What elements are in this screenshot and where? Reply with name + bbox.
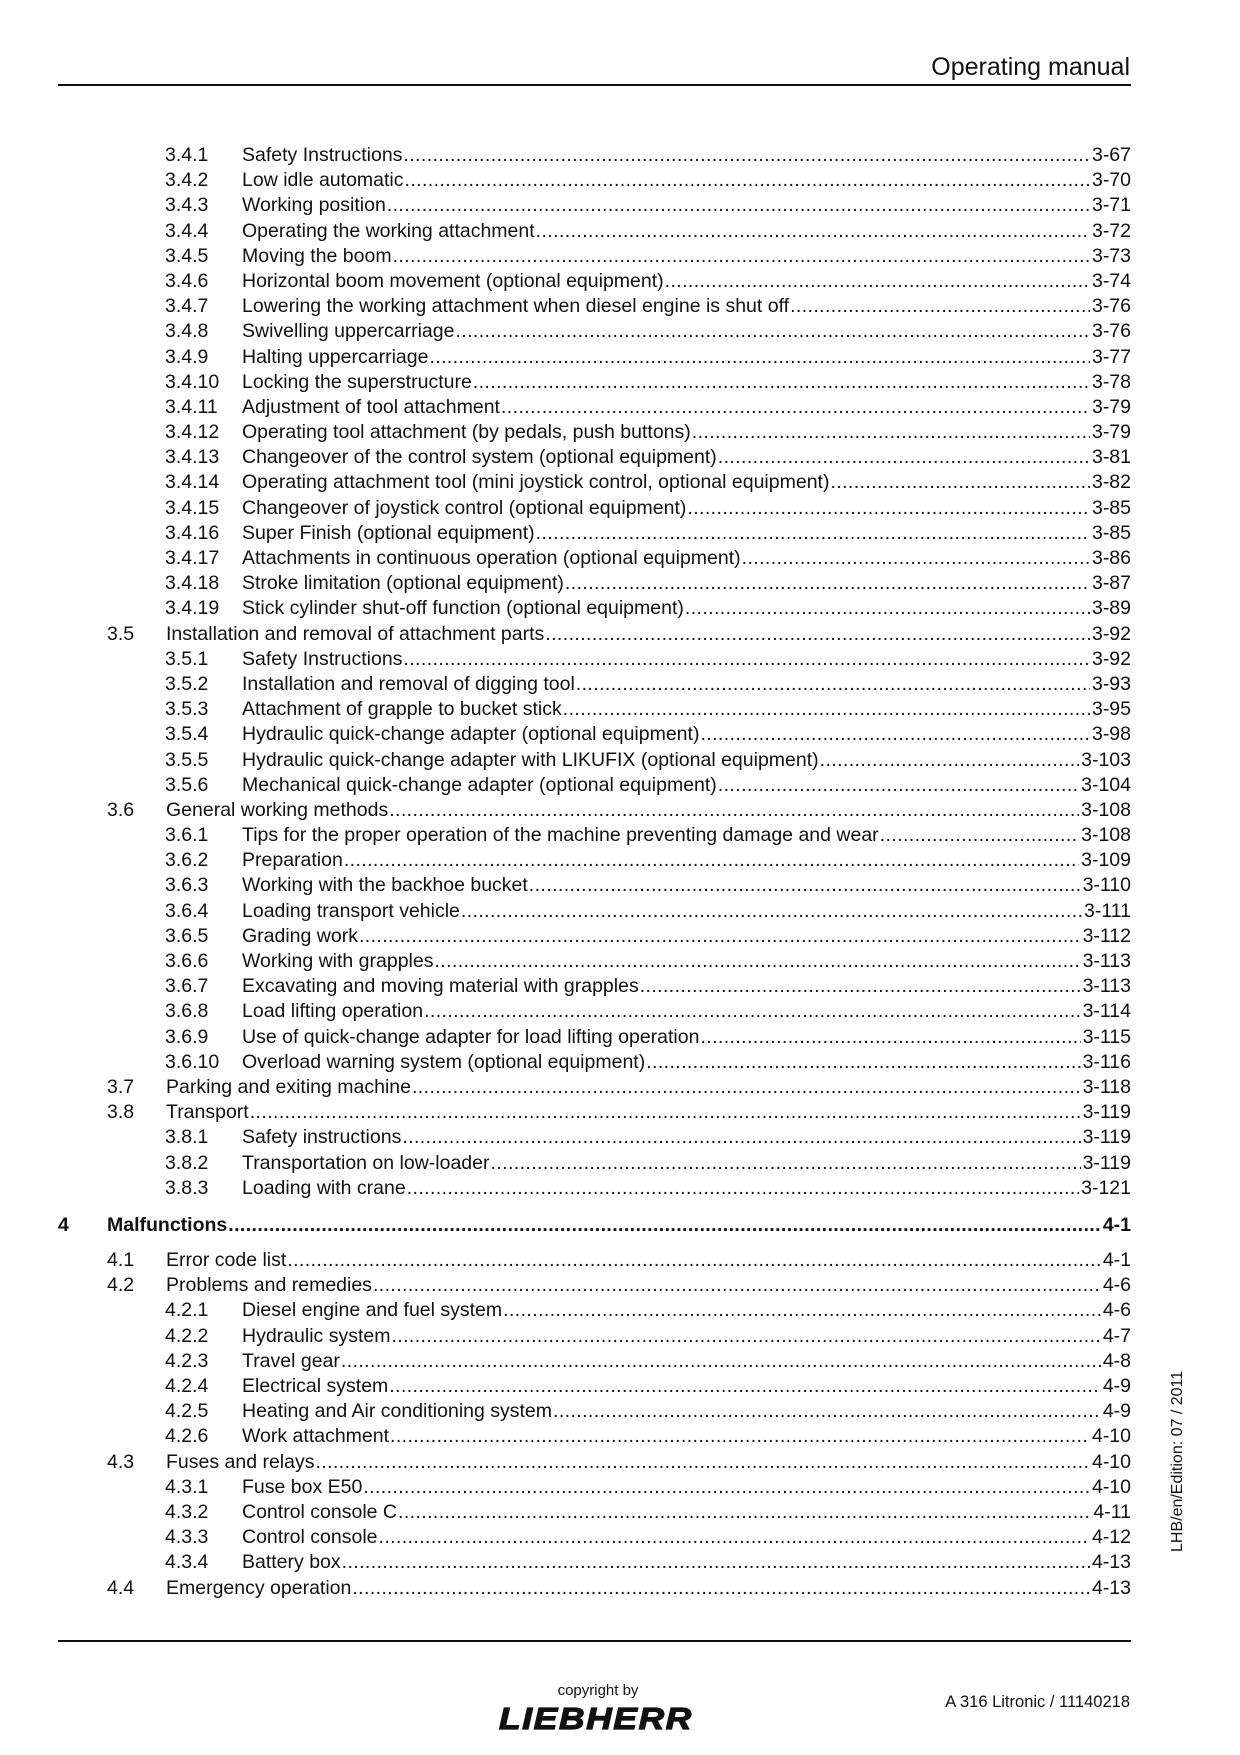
- toc-row[interactable]: [58, 848, 1131, 873]
- toc-title: Hydraulic system: [242, 1324, 391, 1347]
- toc-leader-dots: [528, 873, 1081, 898]
- toc-leader-dots: [535, 219, 1090, 244]
- toc-leader-dots: [433, 949, 1080, 974]
- toc-number: 4.4: [107, 1576, 135, 1599]
- toc-page-number: 3-87: [1091, 572, 1131, 595]
- toc-page-number: 3-109: [1081, 849, 1131, 872]
- toc-number: 4.2.1: [165, 1299, 209, 1322]
- toc-row[interactable]: [58, 571, 1131, 596]
- toc-page-number: 3-72: [1091, 219, 1131, 242]
- toc-page-number: 4-8: [1102, 1349, 1131, 1372]
- toc-page-number: 4-1: [1102, 1213, 1131, 1236]
- toc-page-number: 3-81: [1091, 446, 1131, 469]
- toc-row[interactable]: [58, 773, 1131, 798]
- toc-leader-dots: [402, 647, 1090, 672]
- toc-title: Stroke limitation (optional equipment): [242, 572, 564, 595]
- toc-page-number: 4-7: [1102, 1324, 1131, 1347]
- toc-row[interactable]: [58, 1450, 1131, 1475]
- toc-number: 3.4.9: [165, 345, 209, 368]
- toc-row[interactable]: [58, 445, 1131, 470]
- toc-number: 3.6.3: [165, 874, 209, 897]
- toc-number: 3.4.8: [165, 320, 209, 343]
- toc-page-number: 3-112: [1082, 924, 1131, 947]
- toc-leader-dots: [829, 470, 1090, 495]
- toc-title: Work attachment: [242, 1425, 390, 1448]
- toc-page-number: 4-9: [1102, 1400, 1131, 1423]
- toc-title: Safety Instructions: [242, 647, 403, 670]
- toc-number: 3.8.3: [165, 1176, 209, 1199]
- toc-title: Low idle automatic: [242, 169, 404, 192]
- toc-page-number: 4-12: [1091, 1526, 1131, 1549]
- toc-row[interactable]: [58, 1500, 1131, 1525]
- toc-leader-dots: [249, 1100, 1081, 1125]
- toc-leader-dots: [388, 798, 1079, 823]
- toc-leader-dots: [552, 1399, 1101, 1424]
- toc-row[interactable]: [58, 1399, 1131, 1424]
- toc-number: 3.6.5: [165, 924, 209, 947]
- toc-page-number: 3-113: [1082, 950, 1131, 972]
- toc-number: 3.4.3: [165, 194, 209, 217]
- toc-title: Locking the superstructure: [242, 370, 472, 393]
- toc-number: 4.2.3: [165, 1349, 209, 1372]
- toc-number: 3.6.9: [165, 1025, 209, 1048]
- toc-row[interactable]: [58, 899, 1131, 924]
- toc-leader-dots: [789, 294, 1090, 319]
- toc-leader-dots: [389, 1424, 1090, 1449]
- toc-leader-dots: [686, 496, 1090, 521]
- toc-leader-dots: [378, 1525, 1090, 1550]
- toc-title: Travel gear: [242, 1349, 340, 1372]
- toc-number: 3.8.2: [165, 1151, 209, 1174]
- toc-leader-dots: [227, 1213, 1101, 1238]
- toc-title: Control console C: [242, 1500, 397, 1523]
- toc-title: General working methods: [166, 798, 389, 821]
- toc-page-number: 3-71: [1091, 194, 1131, 217]
- toc-number: 3.4.12: [165, 421, 220, 444]
- toc-page-number: 3-108: [1081, 824, 1131, 847]
- toc-number: 3.4.13: [165, 446, 220, 469]
- copyright-label: copyright by: [557, 1682, 639, 1699]
- toc-leader-dots: [741, 546, 1090, 571]
- toc-leader-dots: [684, 596, 1090, 621]
- toc-number: 3.8.1: [165, 1126, 209, 1149]
- toc-number: 3.6.10: [165, 1050, 220, 1073]
- toc-leader-dots: [315, 1450, 1090, 1475]
- toc-title: Horizontal boom movement (optional equipment): [242, 269, 664, 292]
- toc-title: Problems and remedies: [166, 1274, 372, 1297]
- toc-row[interactable]: [58, 1525, 1131, 1550]
- liebherr-logo: [496, 1701, 696, 1735]
- toc-title: Changeover of the control system (optional equipment): [242, 446, 717, 469]
- footer-divider: [58, 1640, 1131, 1642]
- toc-row[interactable]: [58, 647, 1131, 672]
- toc-page-number: 3-95: [1091, 698, 1131, 721]
- toc-number: 4.3.1: [165, 1475, 209, 1498]
- toc-number: 4.3.2: [165, 1500, 209, 1523]
- toc-title: Preparation: [242, 849, 343, 872]
- toc-number: 3.5.1: [165, 647, 209, 670]
- toc-page-number: 3-67: [1091, 144, 1131, 166]
- toc-page-number: 3-73: [1091, 244, 1131, 267]
- toc-title: Safety Instructions: [242, 144, 403, 166]
- toc-row[interactable]: [58, 1576, 1131, 1601]
- toc-number: 4.3.3: [165, 1526, 209, 1549]
- toc-page-number: 3-108: [1081, 798, 1131, 821]
- toc-title: Operating tool attachment (by pedals, push buttons): [242, 421, 691, 444]
- toc-title: Hydraulic quick-change adapter (optional equipment): [242, 723, 700, 746]
- toc-row[interactable]: [58, 244, 1131, 269]
- toc-number: 3.4.14: [165, 471, 220, 494]
- toc-title: Hydraulic quick-change adapter with LIKUFIX (optional equipment): [242, 748, 819, 771]
- toc-title: Tips for the proper operation of the machine preventing damage and wear: [242, 824, 879, 847]
- toc-title: Loading transport vehicle: [242, 899, 460, 922]
- toc-leader-dots: [879, 823, 1079, 848]
- toc-number: 4.1: [107, 1249, 135, 1272]
- toc-row[interactable]: [58, 748, 1131, 773]
- toc-number: 3.4.5: [165, 244, 209, 267]
- toc-leader-dots: [691, 420, 1090, 445]
- model-number: A 316 Litronic / 11140218: [945, 1693, 1130, 1711]
- toc-leader-dots: [411, 1075, 1081, 1100]
- toc-number: 3.4.1: [165, 144, 209, 166]
- toc-row[interactable]: [58, 546, 1131, 571]
- toc-title: Halting uppercarriage: [242, 345, 429, 368]
- toc-leader-dots: [390, 1324, 1100, 1349]
- toc-row[interactable]: [58, 143, 1131, 168]
- toc-title: Battery box: [242, 1551, 341, 1574]
- toc-title: Adjustment of tool attachment: [242, 395, 500, 418]
- toc-page-number: 4-9: [1102, 1375, 1131, 1397]
- toc-title: Attachment of grapple to bucket stick: [242, 698, 562, 721]
- toc-row[interactable]: [58, 1248, 1131, 1273]
- toc-number: 3.4.18: [165, 572, 220, 595]
- toc-row[interactable]: [58, 697, 1131, 722]
- toc-leader-dots: [472, 370, 1090, 395]
- toc-page-number: 3-77: [1091, 345, 1131, 368]
- toc-title: Transport: [166, 1101, 249, 1124]
- toc-page-number: 3-111: [1084, 899, 1131, 922]
- toc-row[interactable]: [58, 1475, 1131, 1500]
- toc-row[interactable]: [58, 470, 1131, 495]
- toc-page-number: 3-113: [1082, 975, 1131, 998]
- toc-number: 3.4.10: [165, 370, 220, 393]
- toc-leader-dots: [575, 672, 1090, 697]
- toc-page-number: 3-79: [1091, 421, 1131, 444]
- toc-number: 3.6.7: [165, 975, 209, 998]
- toc-number: 3.6.8: [165, 1000, 209, 1023]
- toc-leader-dots: [639, 974, 1081, 999]
- toc-row[interactable]: [58, 168, 1131, 193]
- toc-page-number: 3-89: [1091, 597, 1131, 620]
- toc-title: Operating the working attachment: [242, 219, 535, 242]
- toc-number: 3.4.15: [165, 496, 220, 519]
- toc-title: Super Finish (optional equipment): [242, 521, 535, 544]
- toc-title: Mechanical quick-change adapter (optional equipment): [242, 773, 717, 796]
- toc-leader-dots: [490, 1151, 1081, 1176]
- toc-leader-dots: [699, 1025, 1080, 1050]
- toc-row[interactable]: [58, 1424, 1131, 1449]
- toc-leader-dots: [645, 1050, 1080, 1075]
- toc-number: 3.5.3: [165, 698, 209, 721]
- toc-page-number: 4-10: [1091, 1475, 1131, 1498]
- toc-row[interactable]: [58, 319, 1131, 344]
- toc-leader-dots: [402, 143, 1090, 168]
- toc-row[interactable]: [58, 1125, 1131, 1150]
- toc-leader-dots: [454, 319, 1090, 344]
- toc-title: Installation and removal of digging tool: [242, 672, 575, 695]
- toc-leader-dots: [562, 697, 1090, 722]
- toc-number: 3.6.2: [165, 849, 209, 872]
- toc-leader-dots: [664, 269, 1090, 294]
- toc-page-number: 3-119: [1082, 1151, 1131, 1174]
- toc-row[interactable]: [58, 798, 1131, 823]
- toc-row[interactable]: [58, 1273, 1131, 1298]
- toc-number: 3.6.4: [165, 899, 209, 922]
- toc-leader-dots: [460, 899, 1082, 924]
- toc-page-number: 4-10: [1091, 1450, 1131, 1473]
- toc-title: Attachments in continuous operation (optional equipment): [242, 547, 741, 569]
- toc-number: 3.6.6: [165, 950, 209, 972]
- toc-number: 4.3.4: [165, 1551, 209, 1574]
- toc-leader-dots: [564, 571, 1090, 596]
- toc-page-number: 4-1: [1102, 1249, 1131, 1272]
- toc-row[interactable]: [58, 873, 1131, 898]
- toc-page-number: 3-70: [1091, 169, 1131, 192]
- toc-title: Use of quick-change adapter for load lifting operation: [242, 1025, 700, 1048]
- toc-row[interactable]: [58, 823, 1131, 848]
- toc-row[interactable]: [58, 1075, 1131, 1100]
- toc-number: 4.2.6: [165, 1425, 209, 1448]
- toc-page-number: 3-78: [1091, 370, 1131, 393]
- toc-row[interactable]: [58, 722, 1131, 747]
- toc-page-number: 3-76: [1091, 320, 1131, 343]
- toc-title: Lowering the working attachment when diesel engine is shut off: [242, 295, 790, 318]
- toc-title: Transportation on low-loader: [242, 1151, 490, 1174]
- toc-page-number: 3-115: [1082, 1025, 1131, 1048]
- toc-leader-dots: [358, 924, 1081, 949]
- toc-page-number: 3-116: [1082, 1050, 1131, 1073]
- toc-page-number: 3-121: [1081, 1176, 1131, 1199]
- toc-leader-dots: [717, 773, 1079, 798]
- toc-leader-dots: [392, 244, 1090, 269]
- toc-page-number: 3-92: [1091, 647, 1131, 670]
- toc-page-number: 3-86: [1091, 547, 1131, 569]
- toc-number: 4: [58, 1213, 69, 1236]
- toc-number: 3.4.16: [165, 521, 220, 544]
- toc-number: 4.2.2: [165, 1324, 209, 1347]
- toc-page-number: 3-76: [1091, 295, 1131, 318]
- toc-title: Fuses and relays: [166, 1450, 315, 1473]
- toc-row[interactable]: [58, 974, 1131, 999]
- toc-leader-dots: [362, 1475, 1090, 1500]
- toc-row[interactable]: [58, 999, 1131, 1024]
- toc-page-number: 3-85: [1091, 521, 1131, 544]
- toc-page-number: 3-114: [1082, 1000, 1131, 1023]
- toc-title: Load lifting operation: [242, 1000, 424, 1023]
- toc-title: Diesel engine and fuel system: [242, 1299, 503, 1322]
- toc-title: Electrical system: [242, 1375, 389, 1397]
- page-title: Operating manual: [931, 53, 1130, 81]
- toc-number: 4.2: [107, 1274, 135, 1297]
- toc-leader-dots: [423, 999, 1081, 1024]
- toc-title: Emergency operation: [166, 1576, 352, 1599]
- toc-row[interactable]: [58, 395, 1131, 420]
- toc-row[interactable]: [58, 420, 1131, 445]
- toc-row[interactable]: [58, 370, 1131, 395]
- toc-title: Operating attachment tool (mini joystick control, optional equipment): [242, 471, 830, 494]
- toc-title: Grading work: [242, 924, 358, 947]
- toc-title: Control console: [242, 1526, 378, 1549]
- toc-number: 3.6.1: [165, 824, 209, 847]
- toc-leader-dots: [401, 1125, 1080, 1150]
- toc-number: 3.4.19: [165, 597, 220, 620]
- toc-row[interactable]: [58, 1100, 1131, 1125]
- toc-number: 3.7: [107, 1075, 135, 1098]
- toc-leader-dots: [397, 1500, 1091, 1525]
- toc-row[interactable]: [58, 345, 1131, 370]
- toc-row[interactable]: [58, 521, 1131, 546]
- toc-page-number: 3-82: [1091, 471, 1131, 494]
- toc-leader-dots: [819, 748, 1079, 773]
- toc-leader-dots: [341, 1550, 1090, 1575]
- toc-row[interactable]: [58, 672, 1131, 697]
- toc-title: Working with grapples: [242, 950, 434, 972]
- toc-title: Overload warning system (optional equipment): [242, 1050, 646, 1073]
- toc-number: 3.4.11: [165, 395, 218, 418]
- toc-title: Malfunctions: [107, 1213, 228, 1236]
- toc-page-number: 3-98: [1091, 723, 1131, 746]
- toc-number: 3.8: [107, 1101, 135, 1124]
- toc-number: 3.5.4: [165, 723, 209, 746]
- toc-row[interactable]: [58, 1025, 1131, 1050]
- toc-number: 3.5.2: [165, 672, 209, 695]
- toc-row[interactable]: [58, 1349, 1131, 1374]
- toc-leader-dots: [386, 193, 1090, 218]
- toc-page-number: 3-119: [1082, 1101, 1131, 1124]
- toc-title: Loading with crane: [242, 1176, 406, 1199]
- toc-number: 3.4.6: [165, 269, 209, 292]
- toc-row[interactable]: [58, 496, 1131, 521]
- toc-row[interactable]: [58, 219, 1131, 244]
- toc-row[interactable]: [58, 1374, 1131, 1399]
- toc-leader-dots: [343, 848, 1079, 873]
- toc-leader-dots: [699, 722, 1090, 747]
- toc-page-number: 3-103: [1081, 748, 1131, 771]
- toc-leader-dots: [351, 1576, 1090, 1601]
- toc-row[interactable]: [58, 924, 1131, 949]
- toc-leader-dots: [717, 445, 1090, 470]
- toc-row[interactable]: [58, 193, 1131, 218]
- toc-number: 4.2.5: [165, 1400, 209, 1423]
- toc-row[interactable]: [58, 269, 1131, 294]
- header-divider: [58, 84, 1131, 86]
- toc-title: Working with the backhoe bucket: [242, 874, 528, 897]
- toc-title: Heating and Air conditioning system: [242, 1400, 553, 1423]
- toc-row[interactable]: [58, 949, 1131, 974]
- toc-row[interactable]: [58, 294, 1131, 319]
- toc-number: 3.5: [107, 622, 135, 645]
- toc-title: Excavating and moving material with grapples: [242, 975, 639, 998]
- toc-leader-dots: [404, 168, 1090, 193]
- liebherr-logo-text: LIEBHERR: [499, 1701, 693, 1735]
- toc-row[interactable]: [58, 1550, 1131, 1575]
- toc-page-number: 3-104: [1081, 773, 1131, 796]
- toc-number: 4.2.4: [165, 1375, 209, 1397]
- toc-row[interactable]: [58, 1298, 1131, 1323]
- toc-leader-dots: [500, 395, 1090, 420]
- toc-leader-dots: [286, 1248, 1101, 1273]
- toc-row[interactable]: [58, 1176, 1131, 1201]
- toc-page-number: 3-85: [1091, 496, 1131, 519]
- toc-title: Parking and exiting machine: [166, 1075, 411, 1098]
- toc-title: Fuse box E50: [242, 1475, 363, 1498]
- toc-title: Swivelling uppercarriage: [242, 320, 455, 343]
- toc-page-number: 3-92: [1091, 622, 1131, 645]
- toc-page-number: 4-6: [1102, 1299, 1131, 1322]
- toc-number: 3.6: [107, 798, 135, 821]
- toc-page-number: 3-118: [1082, 1075, 1131, 1098]
- toc-leader-dots: [502, 1298, 1101, 1323]
- toc-row[interactable]: [58, 622, 1131, 647]
- toc-title: Stick cylinder shut-off function (optional equipment): [242, 597, 684, 620]
- toc-leader-dots: [544, 622, 1090, 647]
- toc-number: 3.4.7: [165, 295, 209, 318]
- toc-row[interactable]: [58, 1050, 1131, 1075]
- toc-page-number: 3-93: [1091, 672, 1131, 695]
- toc-number: 3.4.2: [165, 169, 209, 192]
- table-of-contents: [58, 143, 1131, 1601]
- toc-chapter-row[interactable]: [58, 1213, 1131, 1238]
- toc-page-number: 4-13: [1091, 1551, 1131, 1574]
- toc-page-number: 4-10: [1091, 1425, 1131, 1448]
- toc-title: Moving the boom: [242, 244, 392, 267]
- toc-title: Changeover of joystick control (optional equipment): [242, 496, 687, 519]
- toc-number: 3.5.5: [165, 748, 209, 771]
- toc-title: Working position: [242, 194, 386, 217]
- toc-page-number: 4-6: [1102, 1274, 1131, 1297]
- toc-page-number: 3-79: [1091, 395, 1131, 418]
- toc-number: 3.4.4: [165, 219, 209, 242]
- toc-title: Safety instructions: [242, 1126, 402, 1149]
- toc-page-number: 4-13: [1091, 1576, 1131, 1599]
- toc-row[interactable]: [58, 1324, 1131, 1349]
- toc-page-number: 4-11: [1093, 1500, 1131, 1523]
- toc-page-number: 3-119: [1082, 1126, 1131, 1149]
- toc-row[interactable]: [58, 596, 1131, 621]
- toc-number: 4.3: [107, 1450, 135, 1473]
- toc-row[interactable]: [58, 1151, 1131, 1176]
- toc-leader-dots: [535, 521, 1090, 546]
- toc-leader-dots: [372, 1273, 1101, 1298]
- toc-leader-dots: [428, 345, 1090, 370]
- edition-note: LHB/en/Edition: 07 / 2011: [1169, 1370, 1186, 1552]
- toc-title: Error code list: [166, 1249, 287, 1272]
- toc-leader-dots: [388, 1374, 1101, 1399]
- toc-number: 3.4.17: [165, 547, 220, 569]
- toc-page-number: 3-74: [1091, 269, 1131, 292]
- toc-leader-dots: [406, 1176, 1079, 1201]
- toc-number: 3.5.6: [165, 773, 209, 796]
- toc-leader-dots: [340, 1349, 1101, 1374]
- toc-page-number: 3-110: [1082, 874, 1131, 897]
- toc-title: Installation and removal of attachment parts: [166, 622, 545, 645]
